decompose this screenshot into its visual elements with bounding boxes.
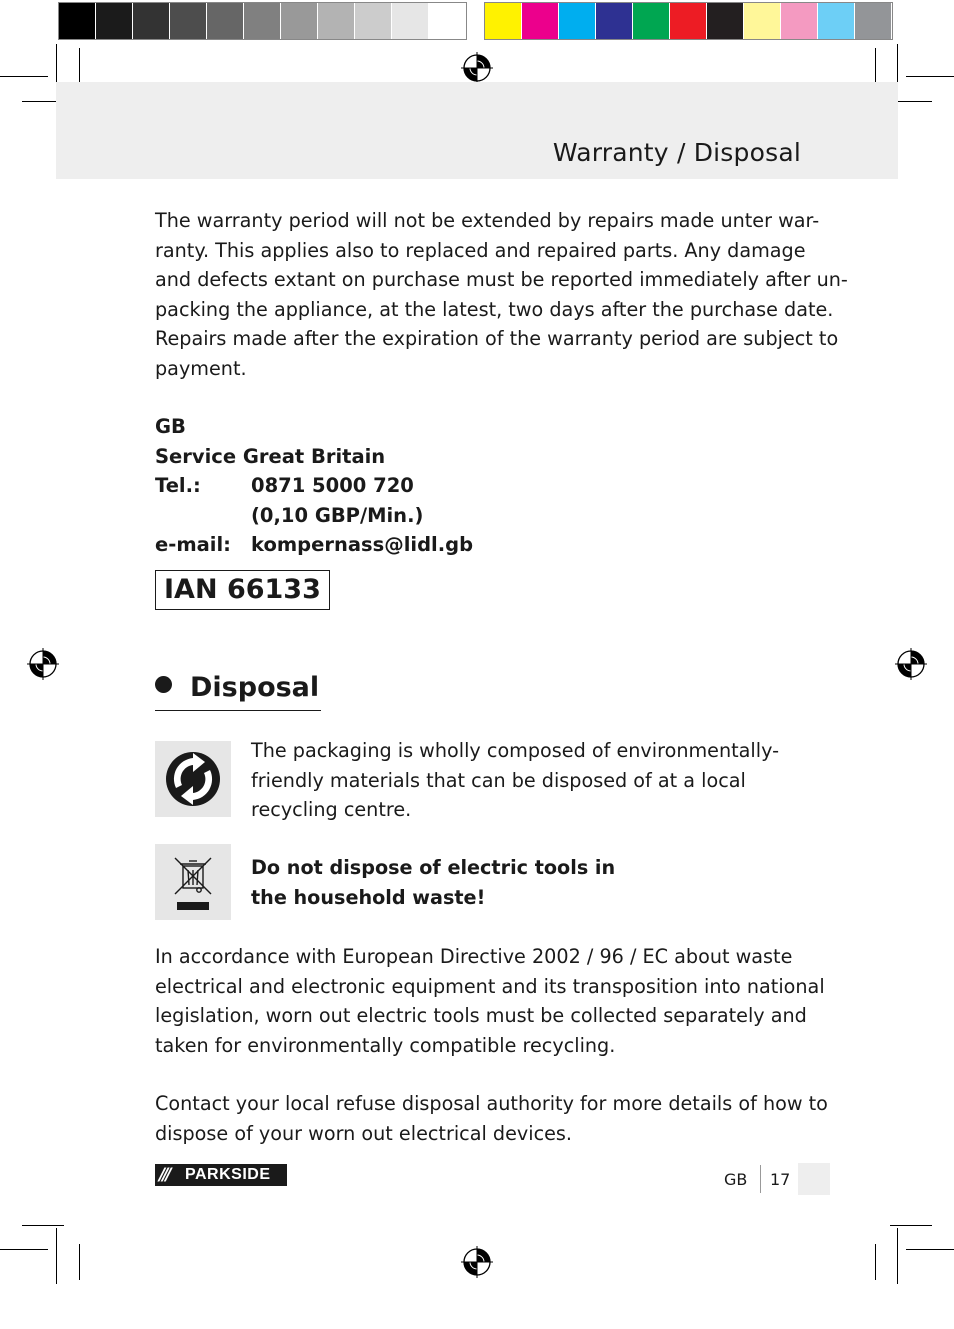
footer-divider xyxy=(760,1165,761,1193)
green-dot-recycling-icon xyxy=(155,741,231,817)
crop-mark xyxy=(56,1228,57,1284)
weee-warning xyxy=(251,853,791,912)
color-swatch xyxy=(522,3,559,39)
service-contact-block xyxy=(155,412,474,560)
registration-mark-icon xyxy=(461,1246,493,1278)
text-line: friendly materials that can be disposed of at a local xyxy=(251,768,746,792)
color-swatch xyxy=(318,3,355,39)
text-line: Repairs made after the expiration of the warranty period are subject to xyxy=(155,327,839,350)
text-line: the household waste! xyxy=(251,885,486,909)
crop-mark xyxy=(79,48,80,84)
color-swatch xyxy=(355,3,392,39)
crop-mark xyxy=(79,1244,80,1280)
service-country: GB xyxy=(155,415,186,438)
color-swatch xyxy=(744,3,781,39)
crop-mark xyxy=(22,1225,64,1226)
text-line: recycling centre. xyxy=(251,798,412,821)
color-swatch xyxy=(59,3,96,39)
color-swatch xyxy=(281,3,318,39)
contact-paragraph xyxy=(155,1089,828,1148)
parkside-logo xyxy=(155,1164,287,1186)
logo-name: PARKSIDE xyxy=(185,1166,271,1183)
color-swatch xyxy=(707,3,744,39)
color-swatch xyxy=(170,3,207,39)
text-line: dispose of your worn out electrical devices. xyxy=(155,1121,573,1145)
crop-mark xyxy=(897,1228,898,1284)
color-swatch xyxy=(392,3,429,39)
warranty-paragraph xyxy=(155,206,848,383)
crop-mark xyxy=(906,76,954,77)
text-line: ranty. This applies also to replaced and repaired parts. Any damage xyxy=(155,238,806,262)
color-swatch xyxy=(559,3,596,39)
bullet-icon xyxy=(155,676,172,693)
tel-label: Tel.: xyxy=(155,474,201,497)
directive-paragraph xyxy=(155,942,825,1060)
crop-mark xyxy=(875,48,876,84)
packaging-text xyxy=(251,736,791,825)
page-title: Warranty / Disposal xyxy=(552,138,801,167)
text-line: and defects extant on purchase must be reported immediately after un- xyxy=(155,268,848,291)
tel-number[interactable]: 0871 5000 720 xyxy=(251,474,414,497)
disposal-heading xyxy=(155,672,321,711)
text-line: payment. xyxy=(155,356,247,380)
crop-mark xyxy=(906,1249,954,1250)
registration-mark-icon xyxy=(895,648,927,680)
disposal-heading-text: Disposal xyxy=(190,672,320,703)
color-swatch xyxy=(596,3,633,39)
footer-tab xyxy=(798,1163,830,1195)
registration-mark-icon xyxy=(27,648,59,680)
logo-slashes: /// xyxy=(159,1165,169,1185)
grayscale-color-bar xyxy=(58,2,467,40)
text-line: Contact your local refuse disposal authority for more details of how to xyxy=(155,1092,828,1115)
footer-language: GB xyxy=(724,1170,748,1189)
text-line: In accordance with European Directive 2002 / 96 / EC about waste xyxy=(155,945,793,968)
tel-rate: (0,10 GBP/Min.) xyxy=(251,503,424,527)
crop-mark xyxy=(890,1225,932,1226)
color-swatch xyxy=(670,3,707,39)
text-line: electrical and electronic equipment and its transposition into national xyxy=(155,974,825,998)
service-name: Service Great Britain xyxy=(155,444,386,468)
color-swatch xyxy=(781,3,818,39)
color-swatch xyxy=(818,3,855,39)
email-label: e-mail: xyxy=(155,533,231,556)
crossed-out-wheelie-bin-icon xyxy=(155,844,231,920)
color-swatch xyxy=(207,3,244,39)
ian-number-box: IAN 66133 xyxy=(155,570,330,610)
process-color-bar xyxy=(484,2,893,40)
text-line: Do not dispose of electric tools in xyxy=(251,856,616,879)
color-swatch xyxy=(96,3,133,39)
crop-mark xyxy=(0,76,48,77)
color-swatch xyxy=(244,3,281,39)
crop-mark xyxy=(875,1244,876,1280)
crop-mark xyxy=(0,1249,48,1250)
color-swatch xyxy=(485,3,522,39)
email-link[interactable]: kompernass@lidl.gb xyxy=(251,533,474,556)
color-swatch xyxy=(855,3,892,39)
text-line: The packaging is wholly composed of environmentally- xyxy=(251,739,780,762)
text-line: legislation, worn out electric tools must be collected separately and xyxy=(155,1004,807,1027)
text-line: packing the appliance, at the latest, two days after the purchase date. xyxy=(155,297,834,321)
color-swatch xyxy=(633,3,670,39)
page-number: 17 xyxy=(770,1170,791,1189)
text-line: The warranty period will not be extended by repairs made unter war- xyxy=(155,209,820,232)
color-swatch xyxy=(429,3,466,39)
registration-mark-icon xyxy=(461,52,493,84)
color-swatch xyxy=(133,3,170,39)
text-line: taken for environmentally compatible recycling. xyxy=(155,1033,616,1057)
